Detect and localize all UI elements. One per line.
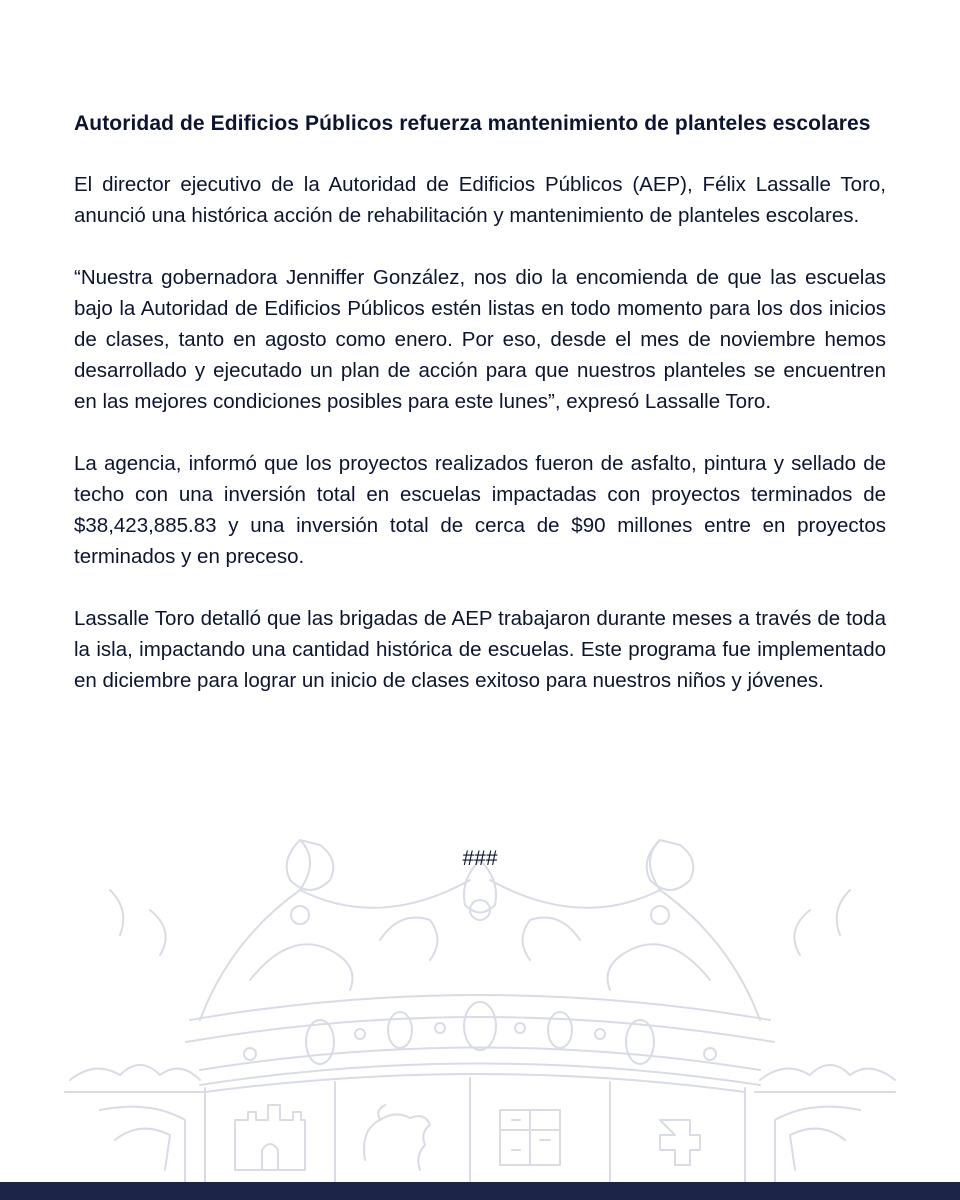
paragraph-investment: La agencia, informó que los proyectos realizados fueron de asfalto, pintura y sellado de techo con una inversión total en escuelas impactadas con proyectos terminados de $38,423,885.83 y una inversión total de cerca de $90 millones entre en proyectos terminados y en preceso. bbox=[74, 452, 886, 568]
headline: Autoridad de Edificios Públicos refuerza mantenimiento de planteles escolares bbox=[74, 112, 871, 135]
paragraph-intro: El director ejecutivo de la Autoridad de Edificios Públicos (AEP), Félix Lassalle Toro, anunció una histórica acción de rehabilitación y mantenimiento de planteles escolares. bbox=[74, 173, 886, 227]
end-mark: ### bbox=[462, 847, 498, 870]
press-release-body bbox=[74, 108, 886, 727]
footer-bar bbox=[0, 1182, 960, 1200]
crown-coat-of-arms-icon bbox=[0, 820, 960, 1182]
paragraph-brigades: Lassalle Toro detalló que las brigadas de AEP trabajaron durante meses a través de toda la isla, impactando una cantidad histórica de escuelas. Este programa fue implementado en diciembre para lograr un inicio de clases exitoso para nuestros niños y jóvenes. bbox=[74, 607, 886, 692]
paragraph-quote: “Nuestra gobernadora Jenniffer González, nos dio la encomienda de que las escuelas bajo la Autoridad de Edificios Públicos estén listas en todo momento para los dos inicios de clases, tanto en agosto como enero. Por eso, desde el mes de noviembre hemos desarrollado y ejecutado un plan de acción para que nuestros planteles se encuentren en las mejores condiciones posibles para este lunes”, expresó Lassalle Toro. bbox=[74, 266, 886, 413]
